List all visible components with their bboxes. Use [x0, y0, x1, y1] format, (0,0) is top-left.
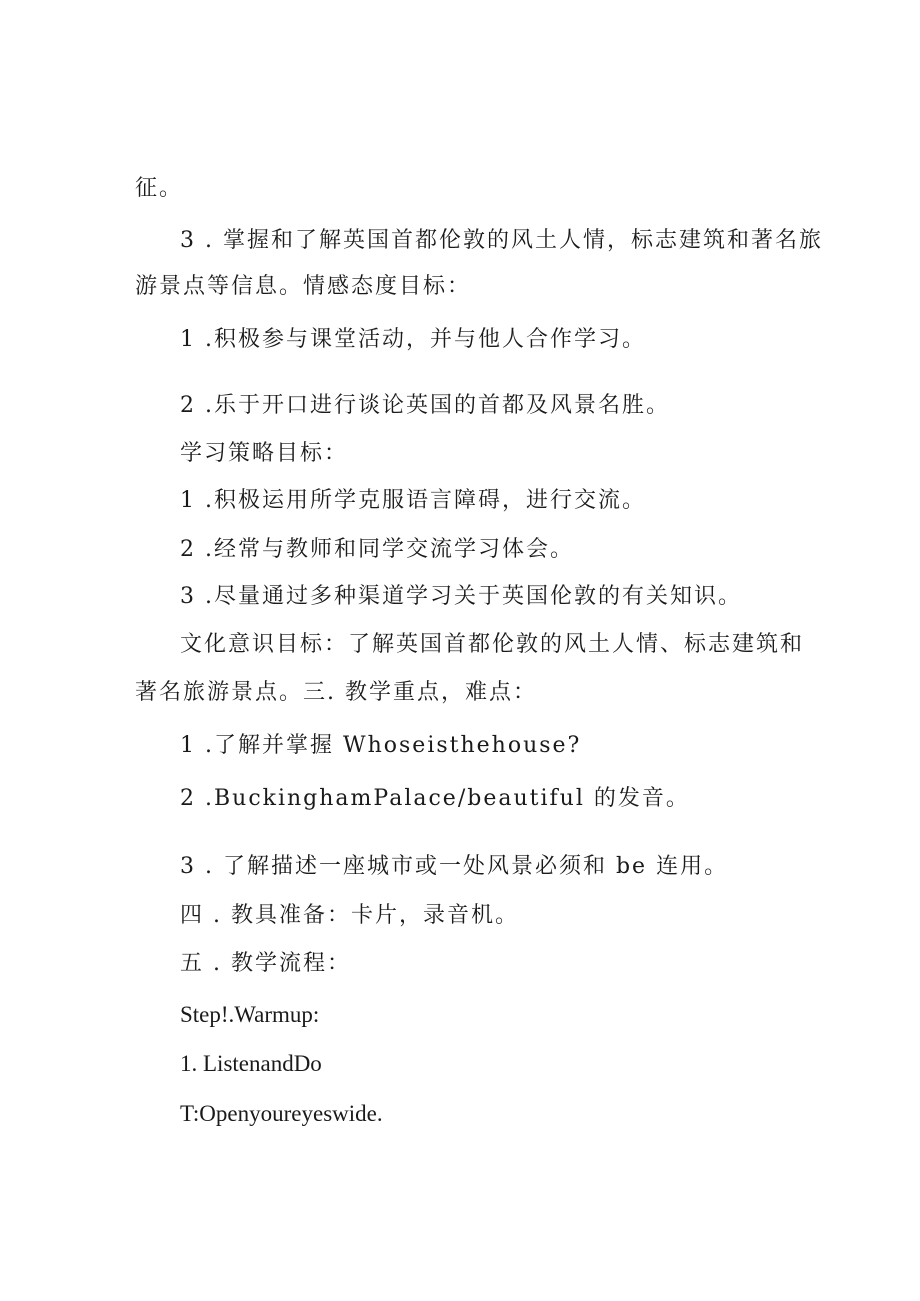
text-line-9: 3 .尽量通过多种渠道学习关于英国伦敦的有关知识。 — [180, 584, 742, 609]
text-line-16: 五 . 教学流程： — [180, 951, 351, 976]
text-line-15: 四 . 教具准备：卡片，录音机。 — [180, 903, 519, 928]
text-line-10: 文化意识目标：了解英国首都伦敦的风土人情、标志建筑和 — [180, 632, 805, 657]
text-line-6: 学习策略目标： — [180, 441, 349, 466]
text-line-11: 著名旅游景点。三. 教学重点，难点： — [135, 680, 537, 705]
text-line-17: Step!.Warmup: — [180, 1002, 320, 1027]
text-line-18: 1. ListenandDo — [180, 1051, 322, 1076]
text-line-5: 2 .乐于开口进行谈论英国的首都及风景名胜。 — [180, 393, 670, 418]
text-line-1: 征。 — [135, 176, 184, 201]
text-line-12: 1 .了解并掌握 Whoseisthehouse? — [180, 733, 582, 758]
text-line-3: 游景点等信息。情感态度目标： — [135, 274, 472, 299]
text-line-13: 2 .BuckinghamPalace/beautiful 的发音。 — [180, 786, 690, 811]
text-line-4: 1 .积极参与课堂活动，并与他人合作学习。 — [180, 327, 646, 352]
text-line-14: 3 . 了解描述一座城市或一处风景必须和 be 连用。 — [180, 854, 729, 879]
text-line-2: 3 . 掌握和了解英国首都伦敦的风土人情，标志建筑和著名旅 — [180, 228, 823, 253]
text-line-7: 1 .积极运用所学克服语言障碍，进行交流。 — [180, 488, 646, 513]
text-line-19: T:Openyoureyeswide. — [180, 1101, 383, 1126]
text-line-8: 2 .经常与教师和同学交流学习体会。 — [180, 537, 574, 562]
